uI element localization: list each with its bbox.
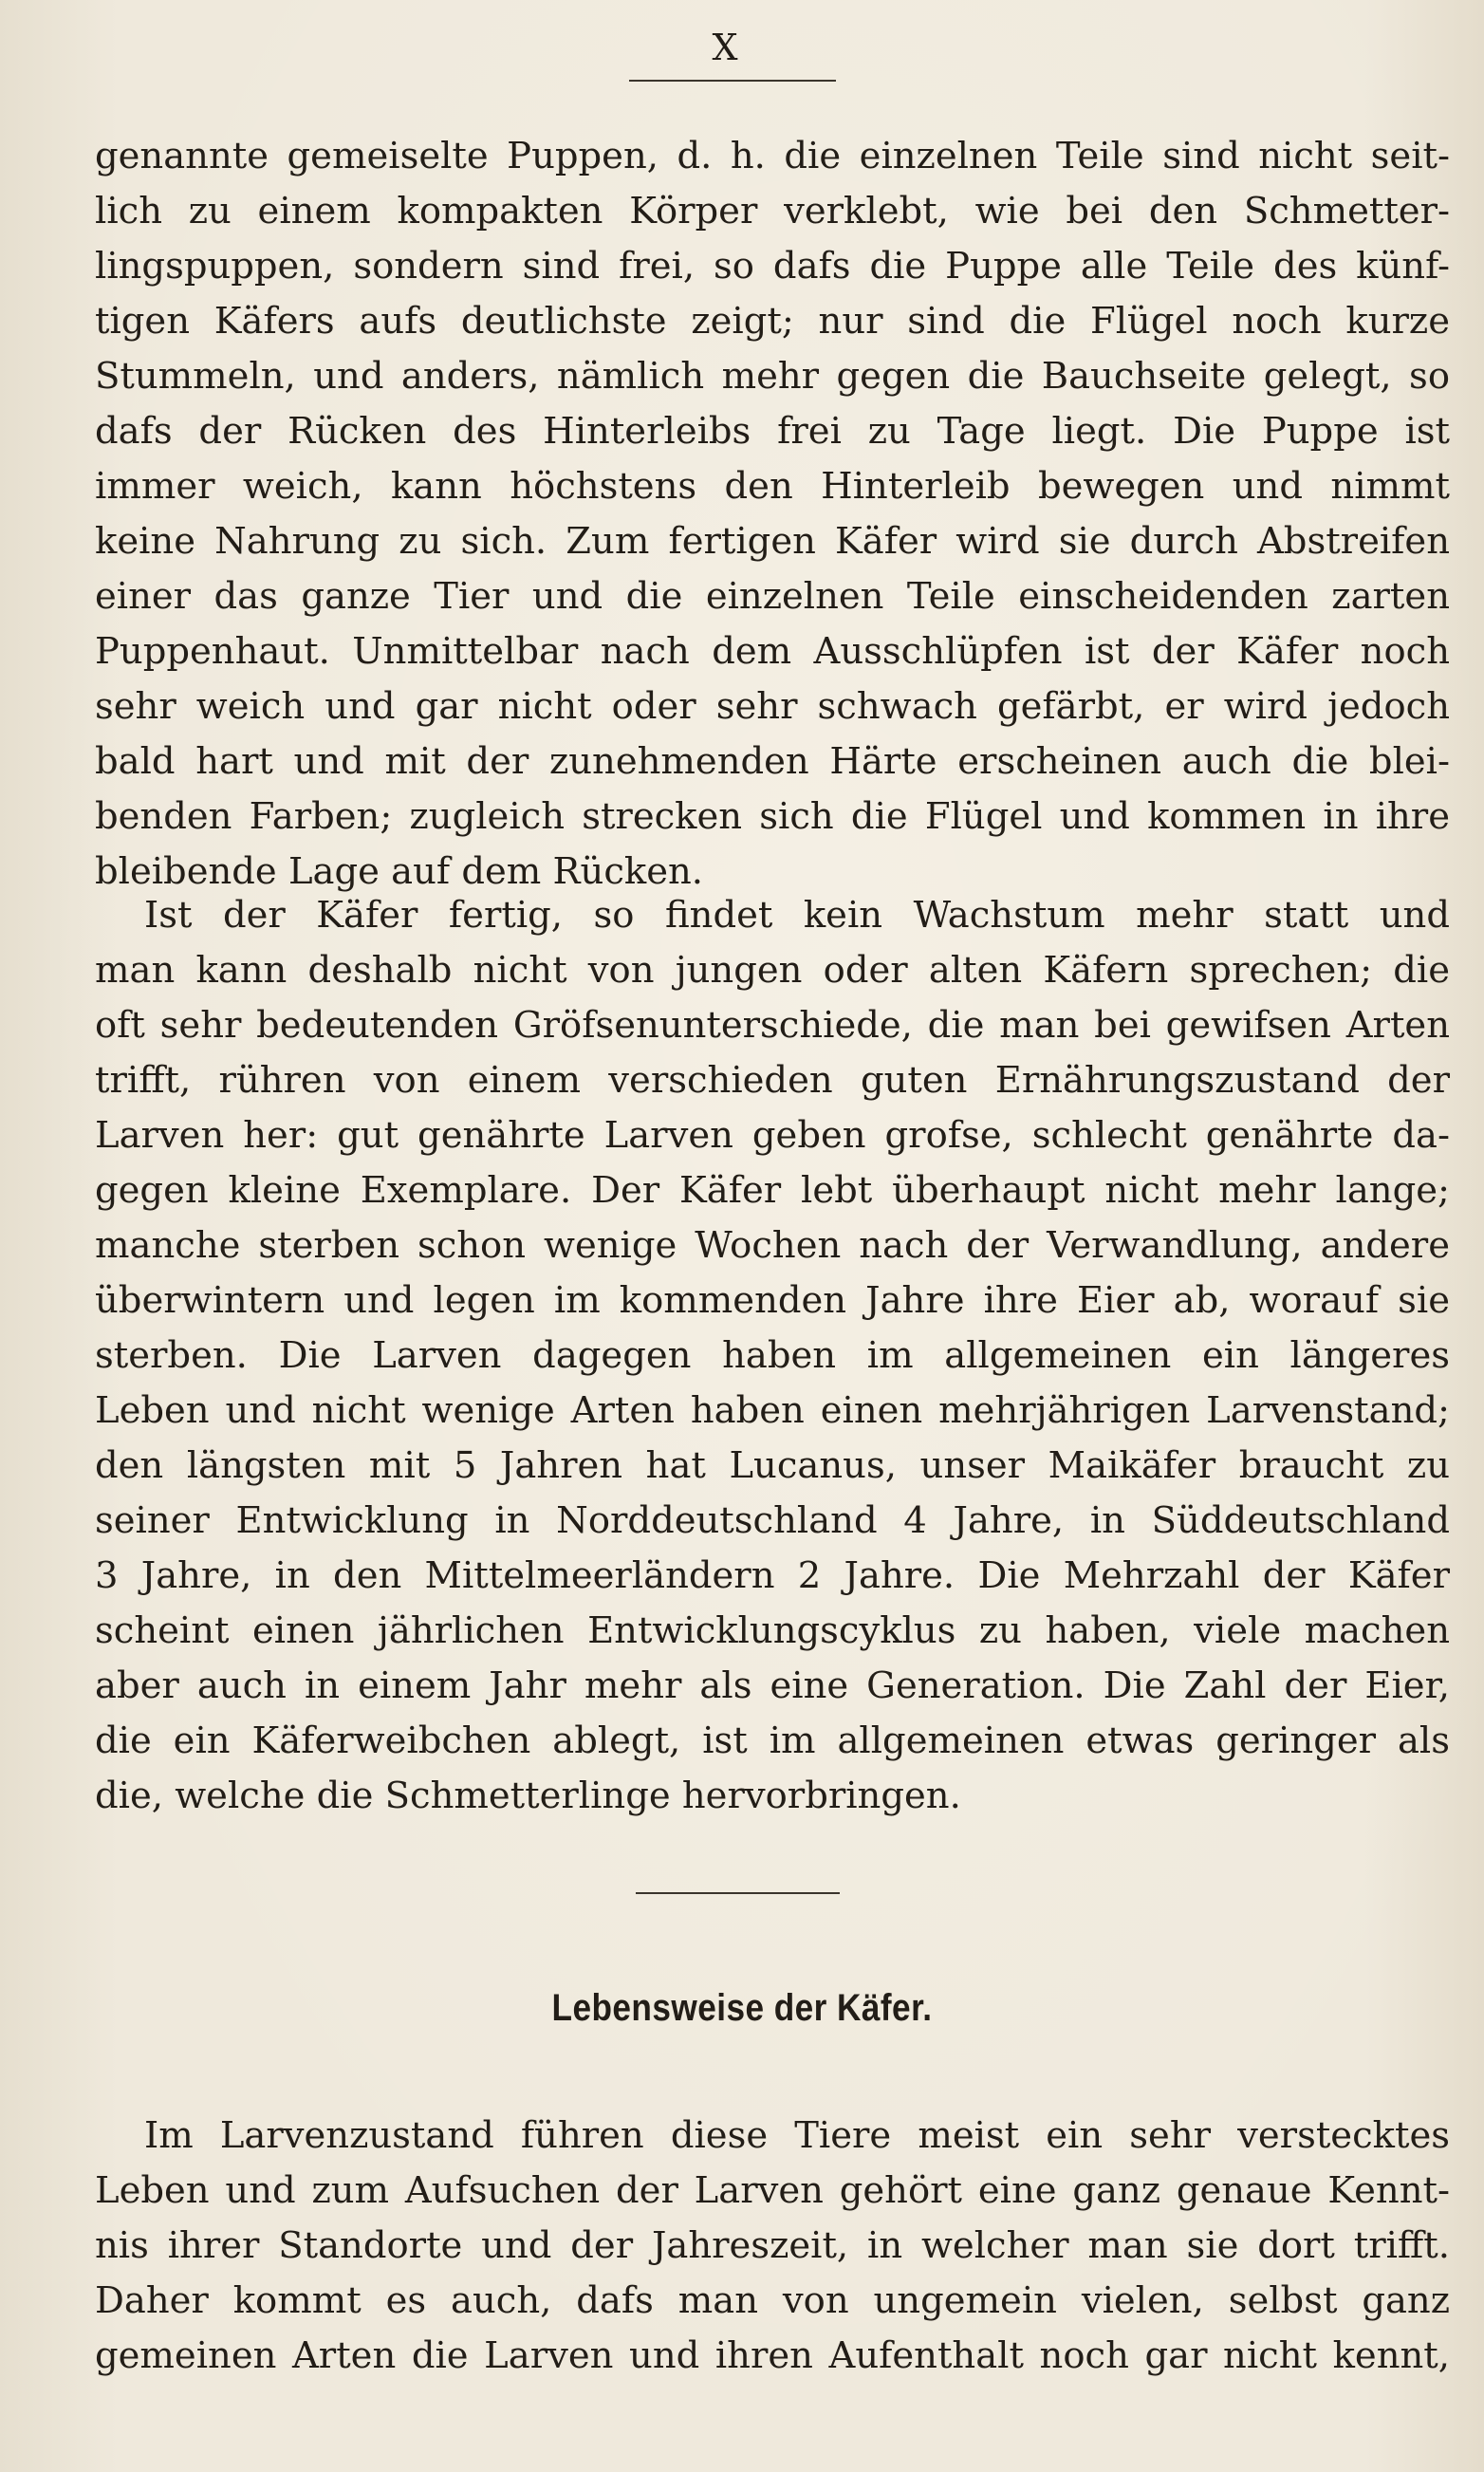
header-rule xyxy=(629,80,836,82)
text-line: die, welche die Schmetterlinge hervorbringen. xyxy=(95,1775,961,1817)
text-line: Puppenhaut. Unmittelbar nach dem Ausschlüpfen ist der Käfer noch xyxy=(95,630,1450,673)
paragraph-pupa-description xyxy=(95,129,1450,900)
text-line: überwintern und legen im kommenden Jahre ihre Eier ab, worauf sie xyxy=(95,1279,1450,1322)
text-line: oft sehr bedeutenden Gröfsenunterschiede, die man bei gewifsen Arten xyxy=(95,1004,1450,1047)
text-line: genannte gemeiselte Puppen, d. h. die einzelnen Teile sind nicht seit- xyxy=(95,135,1450,177)
text-line: bald hart und mit der zunehmenden Härte erscheinen auch die blei- xyxy=(95,740,1450,783)
text-line: die ein Käferweibchen ablegt, ist im allgemeinen etwas geringer als xyxy=(95,1719,1450,1762)
text-line: Leben und zum Aufsuchen der Larven gehört eine ganz genaue Kennt- xyxy=(95,2169,1450,2212)
text-line: Ist der Käfer fertig, so findet kein Wachstum mehr statt und xyxy=(144,894,1450,937)
text-line: man kann deshalb nicht von jungen oder alten Käfern sprechen; die xyxy=(95,949,1450,992)
text-line: benden Farben; zugleich strecken sich die Flügel und kommen in ihre xyxy=(95,795,1450,838)
paragraph-larval-life xyxy=(95,2109,1450,2384)
text-line: sehr weich und gar nicht oder sehr schwach gefärbt, er wird jedoch xyxy=(95,685,1450,728)
text-line: lich zu einem kompakten Körper verklebt, wie bei den Schmetter- xyxy=(95,190,1450,232)
text-line: einer das ganze Tier und die einzelnen Teile einscheidenden zarten xyxy=(95,575,1450,618)
text-line: seiner Entwicklung in Norddeutschland 4 Jahre, in Süddeutschland xyxy=(95,1499,1450,1542)
text-line: gegen kleine Exemplare. Der Käfer lebt überhaupt nicht mehr lange; xyxy=(95,1169,1450,1212)
paragraph-adult-beetle xyxy=(95,888,1450,1824)
text-line: scheint einen jährlichen Entwicklungscyklus zu haben, viele machen xyxy=(95,1609,1450,1652)
page-number: X xyxy=(712,27,740,68)
text-line: lingspuppen, sondern sind frei, so dafs die Puppe alle Teile des künf- xyxy=(95,245,1450,288)
text-line: keine Nahrung zu sich. Zum fertigen Käfer wird sie durch Abstreifen xyxy=(95,520,1450,563)
text-line: Im Larvenzustand führen diese Tiere meist ein sehr verstecktes xyxy=(144,2114,1450,2157)
text-line: dafs der Rücken des Hinterleibs frei zu Tage liegt. Die Puppe ist xyxy=(95,410,1450,453)
text-line: sterben. Die Larven dagegen haben im allgemeinen ein längeres xyxy=(95,1334,1450,1377)
section-heading: Lebensweise der Käfer. xyxy=(551,1987,933,2029)
text-line: aber auch in einem Jahr mehr als eine Generation. Die Zahl der Eier, xyxy=(95,1664,1450,1707)
text-line: den längsten mit 5 Jahren hat Lucanus, unser Maikäfer braucht zu xyxy=(95,1444,1450,1487)
text-line: Daher kommt es auch, dafs man von ungemein vielen, selbst ganz xyxy=(95,2279,1450,2322)
text-line: bleibende Lage auf dem Rücken. xyxy=(95,850,704,893)
text-line: trifft, rühren von einem verschieden guten Ernährungszustand der xyxy=(95,1059,1450,1102)
text-line: immer weich, kann höchstens den Hinterleib bewegen und nimmt xyxy=(95,465,1450,508)
section-divider xyxy=(636,1892,840,1894)
text-line: Larven her: gut genährte Larven geben grofse, schlecht genährte da- xyxy=(95,1114,1450,1157)
text-line: manche sterben schon wenige Wochen nach der Verwandlung, andere xyxy=(95,1224,1450,1267)
text-line: 3 Jahre, in den Mittelmeerländern 2 Jahre. Die Mehrzahl der Käfer xyxy=(95,1554,1450,1597)
text-line: Leben und nicht wenige Arten haben einen mehrjährigen Larvenstand; xyxy=(95,1389,1450,1432)
text-line: gemeinen Arten die Larven und ihren Aufenthalt noch gar nicht kennt, xyxy=(95,2334,1450,2377)
text-line: nis ihrer Standorte und der Jahreszeit, in welcher man sie dort trifft. xyxy=(95,2224,1450,2267)
text-line: tigen Käfers aufs deutlichste zeigt; nur sind die Flügel noch kurze xyxy=(95,300,1450,343)
text-line: Stummeln, und anders, nämlich mehr gegen die Bauchseite gelegt, so xyxy=(95,355,1450,398)
